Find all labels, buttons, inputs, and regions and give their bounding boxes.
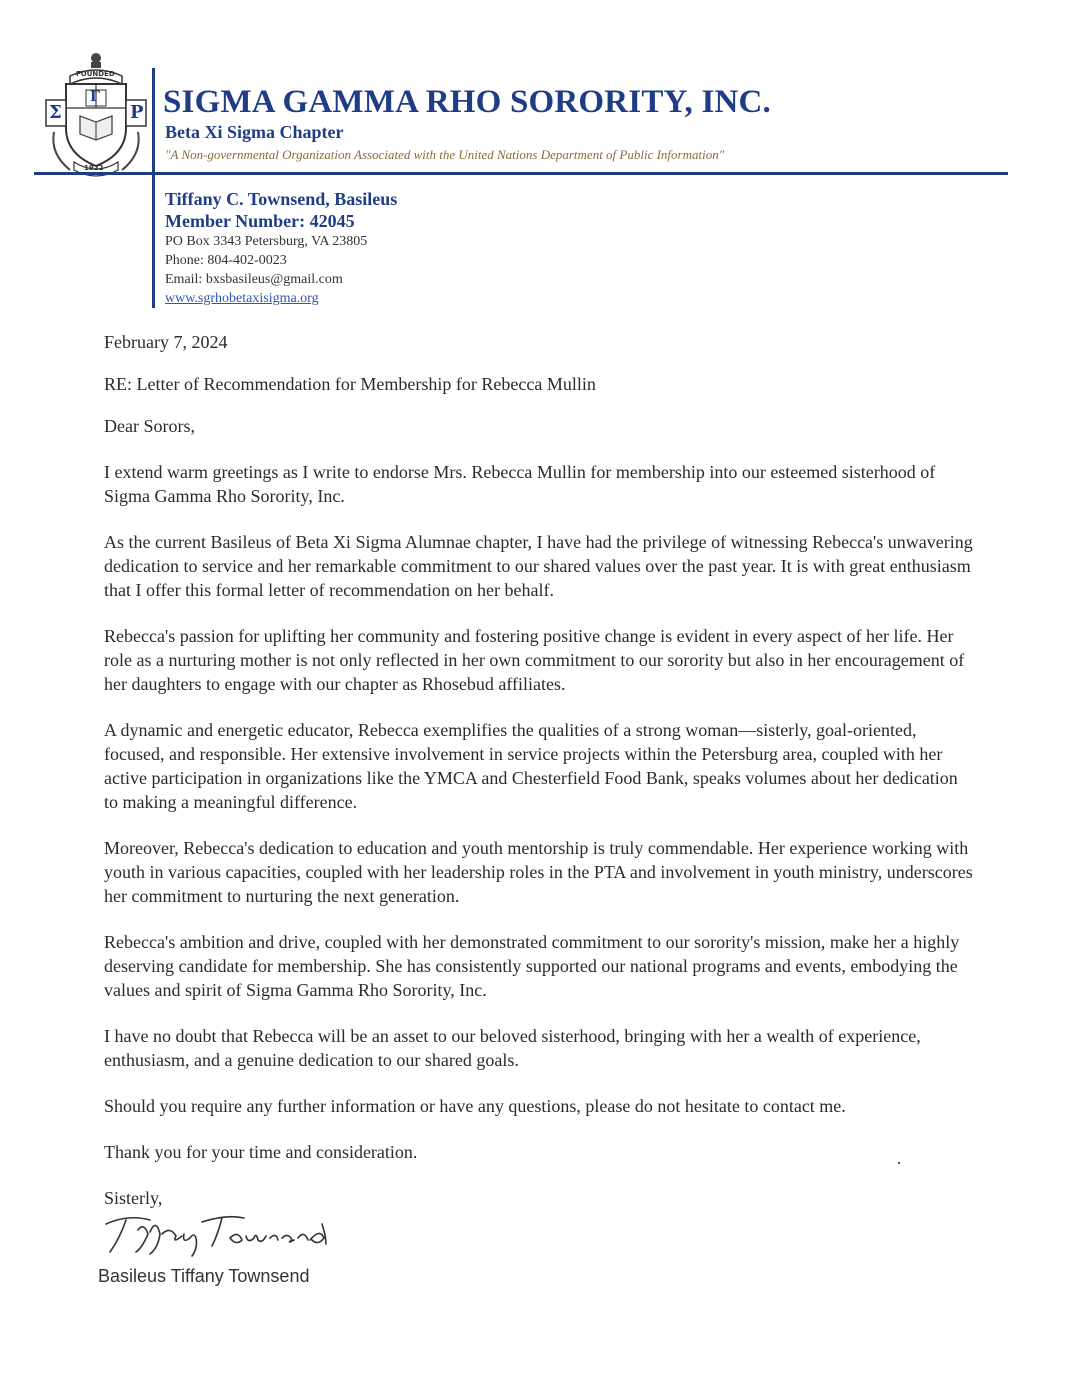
organization-name: SIGMA GAMMA RHO SORORITY, INC.: [163, 84, 772, 120]
scan-speck: [898, 1162, 900, 1164]
letter-paragraph: I have no doubt that Rebecca will be an asset to our beloved sisterhood, bringing with her a wealth of experience, enthusiasm, and a genuine dedication to our shared goals.: [104, 1026, 921, 1070]
crest-text-layer: [44, 50, 148, 182]
mailing-address: PO Box 3343 Petersburg, VA 23805: [165, 234, 368, 249]
crest-letter-sigma: Σ: [49, 102, 62, 123]
letter-closing: Sisterly,: [104, 1188, 163, 1208]
sender-name: Tiffany C. Townsend, Basileus: [165, 189, 398, 209]
letter-paragraph: Rebecca's passion for uplifting her community and fostering positive change is evident in every aspect of her life. Her role as a nurturing mother is not only reflected in her own commitment to our sorority but also in her encouragement of her daughters to engage with our chapter as Rhosebud affiliates.: [104, 626, 965, 694]
letter-paragraph: As the current Basileus of Beta Xi Sigma Alumnae chapter, I have had the privilege of witnessing Rebecca's unwavering dedication to service and her remarkable commitment to our shared values over the past year. It is with great enthusiasm that I offer this formal letter of recommendation on her behalf.: [104, 532, 973, 600]
letter-subject: RE: Letter of Recommendation for Membership for Rebecca Mullin: [104, 374, 596, 394]
chapter-name: Beta Xi Sigma Chapter: [165, 122, 344, 142]
letter-paragraph: Thank you for your time and consideration.: [104, 1142, 418, 1162]
crest-year: 1922: [84, 164, 104, 172]
signer-name: Basileus Tiffany Townsend: [98, 1266, 310, 1286]
letter-paragraph: Should you require any further information or have any questions, please do not hesitate to contact me.: [104, 1096, 846, 1116]
letter-paragraph: Moreover, Rebecca's dedication to education and youth mentorship is truly commendable. Her experience working with youth in various capacities, coupled with her leadership roles in the PTA and involvement in youth ministry, underscores her commitment to nurturing the next generation.: [104, 838, 973, 906]
website-link[interactable]: www.sgrhobetaxisigma.org: [165, 291, 319, 306]
email-address: Email: bxsbasileus@gmail.com: [165, 272, 343, 287]
crest-banner-text: FOUNDED: [76, 70, 115, 78]
organization-tagline: "A Non-governmental Organization Associated with the United Nations Department of Public Information": [165, 147, 725, 162]
crest-letter-rho: P: [130, 102, 144, 123]
crest-letter-gamma: Γ: [90, 89, 100, 105]
letter-greeting: Dear Sorors,: [104, 416, 195, 436]
member-number: Member Number: 42045: [165, 211, 355, 231]
letter-date: February 7, 2024: [104, 332, 228, 352]
handwritten-signature: [98, 1208, 338, 1258]
sender-contact-block: [165, 188, 397, 308]
letter-paragraph: I extend warm greetings as I write to endorse Mrs. Rebecca Mullin for membership into our esteemed sisterhood of Sigma Gamma Rho Sorority, Inc.: [104, 462, 936, 506]
letter-paragraph: A dynamic and energetic educator, Rebecca exemplifies the qualities of a strong woman—sisterly, goal-oriented, focused, and responsible. Her extensive involvement in service projects within the Petersburg area, coupled with her active participation in organizations like the YMCA and Chesterfield Food Bank, speaks volumes about her dedication to making a meaningful difference.: [104, 720, 958, 812]
header-vertical-rule: [152, 68, 155, 308]
header-horizontal-rule: [34, 172, 1008, 175]
letter-body: [104, 330, 974, 1210]
phone-number: Phone: 804-402-0023: [165, 253, 287, 268]
letter-paragraph: Rebecca's ambition and drive, coupled with her demonstrated commitment to our sorority's mission, make her a highly deserving candidate for membership. She has consistently supported our national programs and events, embodying the values and spirit of Sigma Gamma Rho Sorority, Inc.: [104, 932, 960, 1000]
